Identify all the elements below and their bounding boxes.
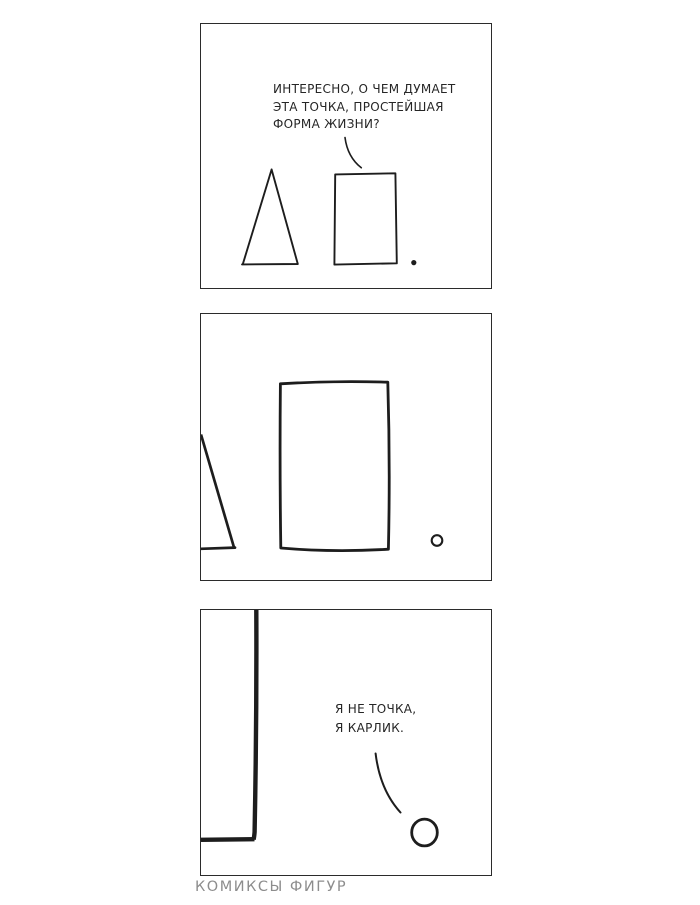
speech-line: ЭТА ТОЧКА, ПРОСТЕЙШАЯ <box>273 99 444 114</box>
panel1-drawing <box>201 24 491 288</box>
panel3-drawing <box>201 610 491 875</box>
triangle-edge-shape <box>201 435 234 547</box>
rectangle-shape <box>280 382 389 551</box>
small-circle-shape <box>432 535 443 546</box>
rectangle-shape <box>334 173 396 264</box>
dot-shape <box>411 260 416 265</box>
rectangle-left-edge-shape <box>254 610 257 840</box>
speech-line: Я НЕ ТОЧКА, <box>335 702 417 716</box>
speech-tail <box>345 138 361 168</box>
rectangle-bottom-edge-shape <box>201 839 255 840</box>
comic-caption: КОМИКСЫ ФИГУР <box>195 879 348 895</box>
comic-panel-1 <box>200 23 492 289</box>
speech-line: Я КАРЛИК. <box>335 721 405 735</box>
speech-line: ФОРМА ЖИЗНИ? <box>273 117 380 131</box>
comic-panel-3 <box>200 609 492 876</box>
triangle-base-shape <box>201 548 235 549</box>
comic-panel-2 <box>200 313 492 581</box>
speech-tail <box>376 754 401 813</box>
panel2-drawing <box>201 314 491 580</box>
triangle-shape <box>242 170 298 265</box>
circle-shape <box>412 819 438 846</box>
speech-line: ИНТЕРЕСНО, О ЧЕМ ДУМАЕТ <box>273 82 456 96</box>
